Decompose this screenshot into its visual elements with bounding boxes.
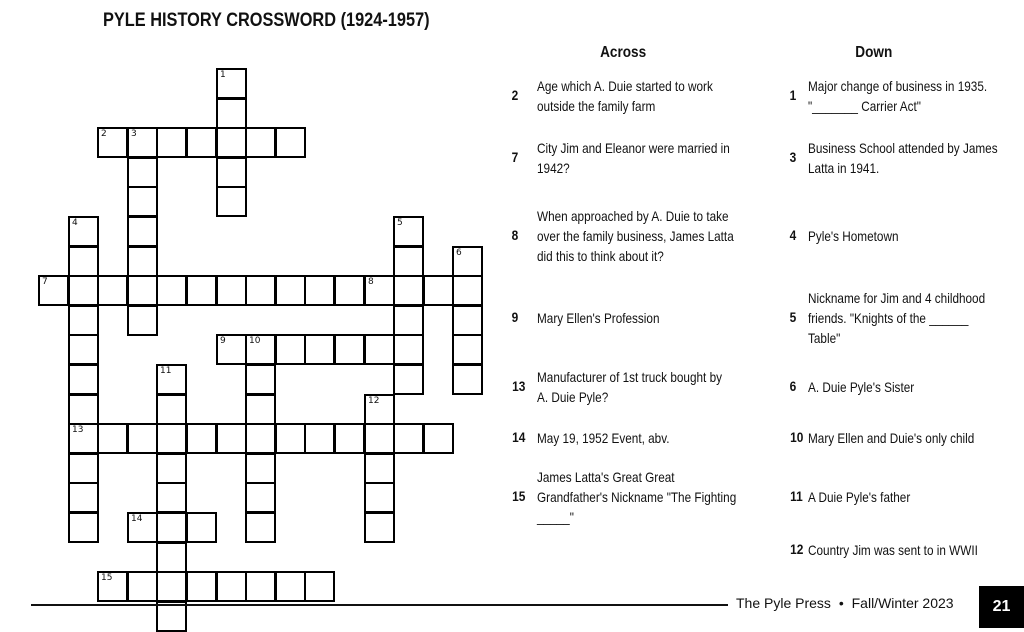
crossword-cell[interactable] (127, 275, 158, 306)
crossword-cell[interactable] (156, 423, 187, 454)
crossword-cell[interactable] (156, 571, 187, 602)
clue-number: 12 (790, 541, 804, 557)
crossword-cell[interactable] (186, 275, 217, 306)
clue-text: When approached by A. Duie to take over the family business, James Latta did this to think about it? (537, 208, 734, 264)
crossword-cell[interactable] (275, 127, 306, 158)
crossword-cell-13[interactable] (68, 423, 99, 454)
crossword-cell[interactable] (393, 246, 424, 277)
crossword-cell[interactable] (245, 482, 276, 513)
crossword-cell-12[interactable] (364, 394, 395, 425)
crossword-cell[interactable] (216, 186, 247, 217)
crossword-cell-1[interactable] (216, 68, 247, 99)
clue-number: 14 (512, 429, 526, 445)
down-heading: Down (855, 44, 893, 61)
crossword-cell[interactable] (245, 453, 276, 484)
crossword-cell[interactable] (68, 305, 99, 336)
clue-text: James Latta's Great Great Grandfather's Nickname "The Fighting _____" (537, 469, 737, 525)
crossword-cell[interactable] (275, 571, 306, 602)
crossword-cell[interactable] (216, 127, 247, 158)
clue-number: 9 (511, 309, 519, 325)
crossword-cell[interactable] (156, 542, 187, 573)
clue-number-label: 5 (397, 218, 403, 228)
clue-number-label: 1 (220, 70, 226, 80)
crossword-cell[interactable] (304, 571, 335, 602)
crossword-cell[interactable] (216, 571, 247, 602)
crossword-cell[interactable] (334, 423, 365, 454)
crossword-cell[interactable] (156, 275, 187, 306)
crossword-cell[interactable] (216, 98, 247, 129)
crossword-cell[interactable] (393, 275, 424, 306)
crossword-cell[interactable] (393, 334, 424, 365)
clue-number: 6 (789, 378, 797, 394)
crossword-cell[interactable] (127, 305, 158, 336)
footer-publication (736, 595, 954, 611)
crossword-cell[interactable] (245, 423, 276, 454)
clue-number: 15 (512, 488, 526, 504)
clue-number: 5 (789, 309, 797, 325)
clue-text: Mary Ellen and Duie's only child (808, 430, 975, 446)
crossword-cell[interactable] (216, 423, 247, 454)
clue-number-label: 3 (131, 129, 137, 139)
crossword-cell[interactable] (186, 571, 217, 602)
crossword-cell[interactable] (68, 246, 99, 277)
crossword-cell[interactable] (275, 275, 306, 306)
crossword-cell-7[interactable] (38, 275, 69, 306)
crossword-cell[interactable] (68, 364, 99, 395)
across-heading: Across (600, 44, 647, 61)
clue-number-label: 13 (72, 425, 84, 435)
crossword-cell[interactable] (364, 512, 395, 543)
crossword-cell-10[interactable] (245, 334, 276, 365)
crossword-cell-15[interactable] (97, 571, 128, 602)
crossword-cell[interactable] (452, 305, 483, 336)
crossword-cell[interactable] (364, 453, 395, 484)
crossword-cell[interactable] (364, 334, 395, 365)
crossword-cell[interactable] (304, 275, 335, 306)
crossword-cell[interactable] (156, 127, 187, 158)
crossword-cell[interactable] (216, 275, 247, 306)
clue-text: Country Jim was sent to in WWII (808, 542, 978, 558)
clue-text: May 19, 1952 Event, abv. (537, 430, 670, 446)
publication-name: The Pyle Press (736, 595, 831, 611)
clue-text: Manufacturer of 1st truck bought by A. Duie Pyle? (537, 369, 722, 405)
crossword-cell[interactable] (423, 275, 454, 306)
crossword-cell[interactable] (364, 423, 395, 454)
crossword-grid (0, 0, 500, 600)
crossword-cell[interactable] (275, 423, 306, 454)
clue-number: 13 (512, 378, 526, 394)
clue-number-label: 2 (101, 129, 107, 139)
crossword-cell[interactable] (68, 275, 99, 306)
crossword-cell-2[interactable] (97, 127, 128, 158)
issue-label: Fall/Winter 2023 (851, 595, 954, 611)
crossword-cell[interactable] (186, 512, 217, 543)
crossword-cell[interactable] (97, 423, 128, 454)
crossword-cell-8[interactable] (364, 275, 395, 306)
clue-text: A Duie Pyle's father (808, 489, 911, 505)
crossword-cell[interactable] (68, 482, 99, 513)
crossword-cell[interactable] (245, 364, 276, 395)
clue-number-label: 14 (131, 514, 143, 524)
crossword-cell[interactable] (452, 364, 483, 395)
crossword-cell[interactable] (304, 334, 335, 365)
crossword-cell[interactable] (275, 334, 306, 365)
crossword-cell[interactable] (156, 512, 187, 543)
crossword-cell[interactable] (156, 482, 187, 513)
clue-text: City Jim and Eleanor were married in 1942? (537, 140, 730, 176)
clue-number: 3 (789, 149, 797, 165)
crossword-cell[interactable] (245, 127, 276, 158)
clue-number-label: 8 (368, 277, 374, 287)
crossword-cell-4[interactable] (68, 216, 99, 247)
crossword-cell[interactable] (68, 512, 99, 543)
crossword-cell[interactable] (393, 305, 424, 336)
clue-number-label: 6 (456, 248, 462, 258)
crossword-cell[interactable] (68, 334, 99, 365)
crossword-cell[interactable] (245, 571, 276, 602)
clue-text: Age which A. Duie started to work outside the family farm (537, 78, 713, 114)
footer-rule (31, 604, 728, 606)
clue-number: 8 (511, 227, 519, 243)
crossword-cell[interactable] (393, 364, 424, 395)
clue-number: 1 (789, 87, 797, 103)
clue-number: 11 (790, 488, 803, 504)
crossword-cell-11[interactable] (156, 364, 187, 395)
crossword-cell-3[interactable] (127, 127, 158, 158)
crossword-cell[interactable] (97, 275, 128, 306)
clue-text: Pyle's Hometown (808, 228, 899, 244)
crossword-cell[interactable] (68, 453, 99, 484)
crossword-cell[interactable] (452, 275, 483, 306)
crossword-cell[interactable] (452, 334, 483, 365)
crossword-cell[interactable] (127, 423, 158, 454)
crossword-cell[interactable] (127, 186, 158, 217)
crossword-cell[interactable] (423, 423, 454, 454)
clue-number: 7 (511, 149, 519, 165)
clue-number: 4 (789, 227, 797, 243)
crossword-cell[interactable] (186, 127, 217, 158)
crossword-cell-9[interactable] (216, 334, 247, 365)
crossword-cell-14[interactable] (127, 512, 158, 543)
crossword-cell[interactable] (216, 157, 247, 188)
crossword-cell[interactable] (334, 334, 365, 365)
footer-separator: • (838, 595, 844, 611)
clue-number-label: 15 (101, 573, 113, 583)
crossword-cell[interactable] (156, 394, 187, 425)
clue-number: 2 (511, 87, 519, 103)
crossword-cell[interactable] (127, 571, 158, 602)
clue-text: Mary Ellen's Profession (537, 310, 660, 326)
crossword-cell[interactable] (364, 482, 395, 513)
crossword-cell[interactable] (127, 216, 158, 247)
crossword-cell[interactable] (186, 423, 217, 454)
clue-number-label: 10 (249, 336, 261, 346)
clue-text: Nickname for Jim and 4 childhood friends. "Knights of the ______ Table" (808, 290, 986, 346)
crossword-cell[interactable] (245, 512, 276, 543)
crossword-cell[interactable] (304, 423, 335, 454)
crossword-cell[interactable] (127, 157, 158, 188)
crossword-cell[interactable] (156, 453, 187, 484)
page-number: 21 (979, 586, 1024, 628)
clue-text: A. Duie Pyle's Sister (808, 379, 915, 395)
clue-number-label: 12 (368, 396, 380, 406)
crossword-cell-5[interactable] (393, 216, 424, 247)
clue-number: 10 (790, 429, 804, 445)
crossword-cell[interactable] (68, 394, 99, 425)
crossword-cell[interactable] (334, 275, 365, 306)
crossword-cell[interactable] (245, 275, 276, 306)
crossword-cell[interactable] (127, 246, 158, 277)
clue-text: Business School attended by James Latta in 1941. (808, 140, 998, 176)
crossword-cell-6[interactable] (452, 246, 483, 277)
clue-number-label: 7 (42, 277, 48, 287)
clue-text: Major change of business in 1935. "_______ Carrier Act" (808, 78, 988, 114)
crossword-cell[interactable] (245, 394, 276, 425)
page-title: PYLE HISTORY CROSSWORD (1924-1957) (103, 10, 430, 31)
clue-number-label: 11 (160, 366, 172, 376)
clue-number-label: 4 (72, 218, 78, 228)
crossword-cell[interactable] (393, 423, 424, 454)
clue-number-label: 9 (220, 336, 226, 346)
